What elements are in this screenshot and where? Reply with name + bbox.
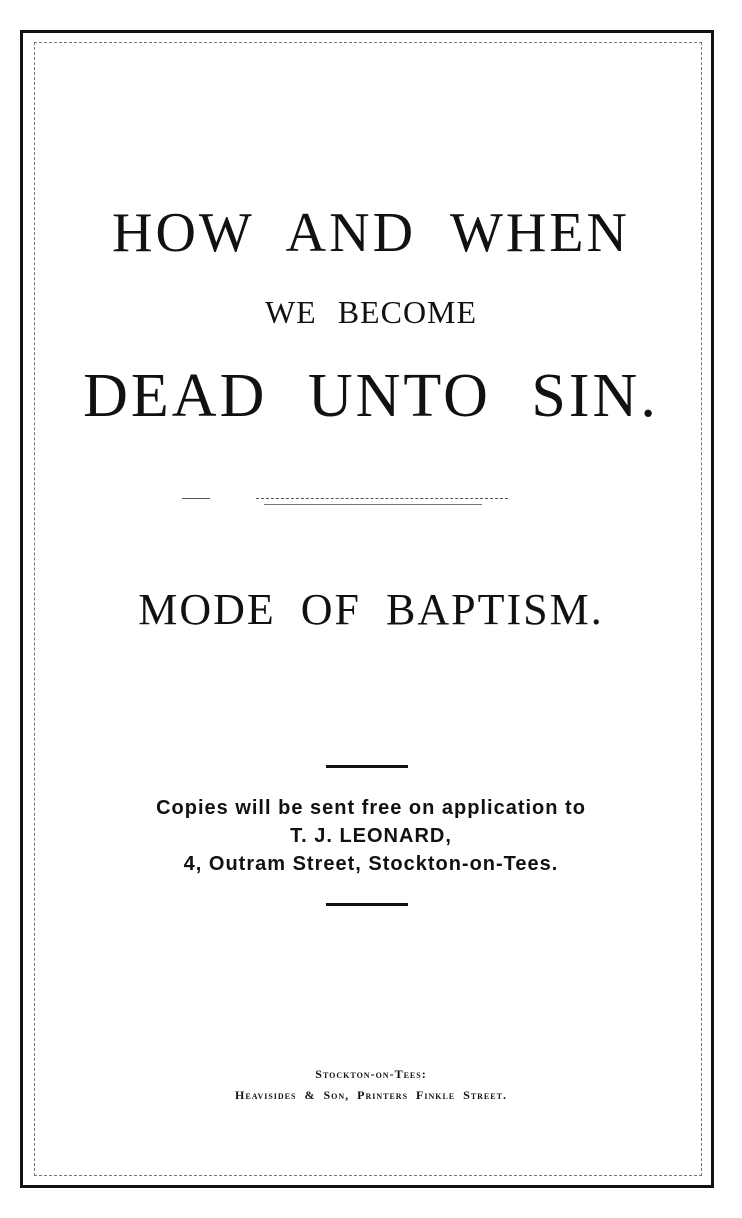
title-line-2: WE BECOME [264, 294, 478, 330]
notice-line-1: Copies will be sent free on application to [156, 797, 586, 819]
rule-bottom [326, 903, 408, 906]
title-line-1: HOW AND WHEN [112, 202, 630, 264]
notice-line-3: 4, Outram Street, Stockton-on-Tees. [183, 853, 559, 875]
subtitle: MODE OF BAPTISM. [138, 585, 604, 634]
imprint-line-2: Heavisides & Son, Printers Finkle Street. [235, 1088, 507, 1102]
rule-top [326, 765, 408, 768]
title-line-3: DEAD UNTO SIN. [83, 362, 659, 430]
notice-line-2: T. J. LEONARD, [290, 825, 452, 847]
ornamental-divider [182, 494, 508, 510]
imprint-line-1: Stockton-on-Tees: [315, 1067, 427, 1081]
